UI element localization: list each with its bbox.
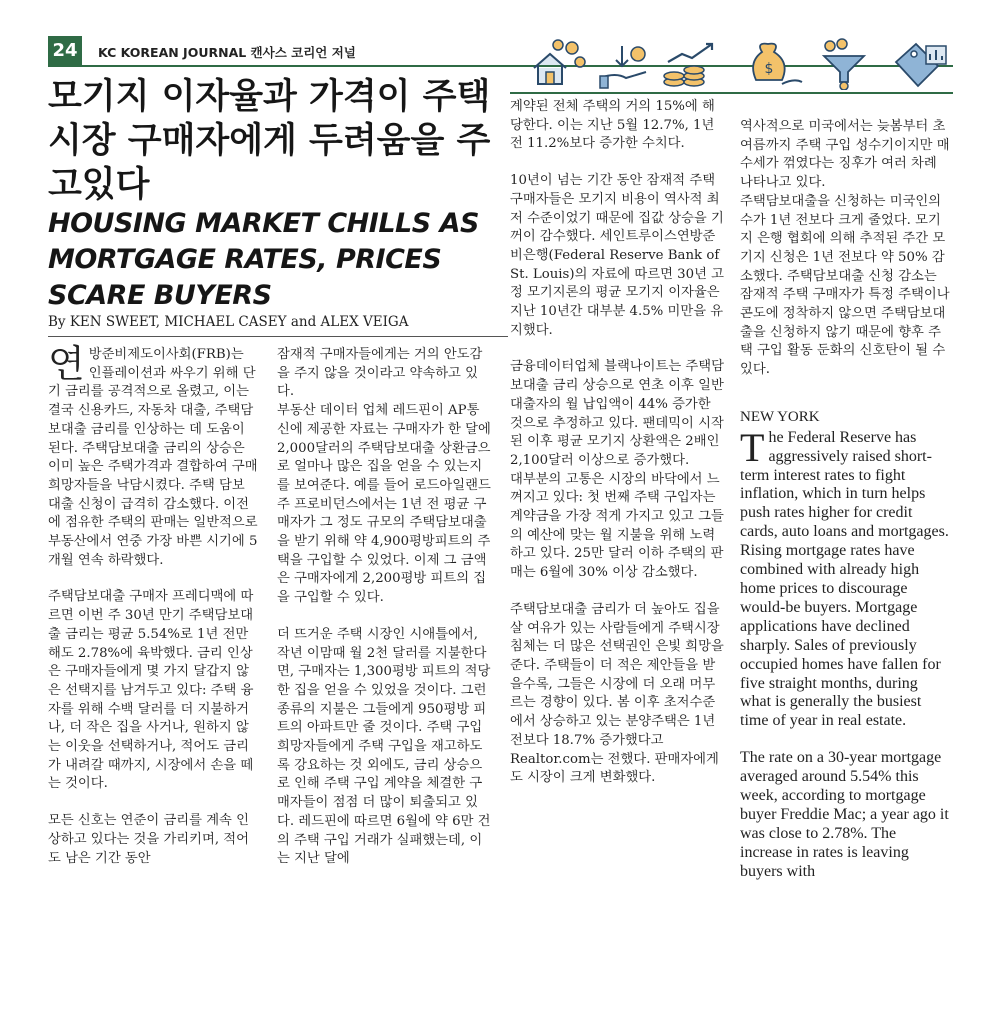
drop-cap: 연 bbox=[48, 342, 85, 386]
column-4 bbox=[740, 118, 952, 900]
paragraph: 주택담보대출을 신청하는 미국인의 수가 1년 전보다 크게 줄었다. 모기지 은행 협회에 의해 추적된 주간 모기지 신청은 1년 전보다 약 50% 감소했다. 주택담보대출 신청 감소는 잠재적 주택 구매자가 특정 주택이나 콘도에 정착하지 않으면 주택담보대출을 신청하지 않기 때문에 향후 주택 구입 활동 둔화의 신호탄이 될 수 있다. bbox=[740, 193, 950, 378]
svg-text:$: $ bbox=[764, 61, 774, 77]
column-3 bbox=[510, 98, 725, 806]
byline: By KEN SWEET, MICHAEL CASEY and ALEX VEIGA bbox=[48, 314, 409, 330]
paragraph bbox=[740, 424, 952, 732]
hand-money-bag-icon bbox=[742, 38, 806, 90]
paragraph: 주택담보대출 금리가 더 높아도 집을 살 여유가 있는 사람들에게 주택시장 침체는 더 많은 선택권인 은빛 희망을 준다. 주택들이 더 적은 제안들을 받을수록, 그들은 시장에 더 오래 머무르는 경향이 있다. 봄 이후 초저수준에서 상승하고 있는 분양주택은 1년 전보다 18.7% 증가했다고 Realtor.com는 전했다. 판매자에게도 시장이 크게 변화했다. bbox=[510, 601, 724, 786]
paragraph: 계약된 전체 주택의 거의 15%에 해당한다. 이는 지난 5월 12.7%, 1년 전 11.2%보다 증가한 수치다. bbox=[510, 99, 715, 152]
hand-coins-icon bbox=[596, 38, 654, 90]
dateline: NEW YORK bbox=[740, 408, 820, 425]
paragraph-text: 방준비제도이사회(FRB)는 인플레이션과 싸우기 위해 단기 금리를 공격적으로 올렸고, 이는 결국 신용카드, 자동차 대출, 주택담보대출 금리를 인상하는 데 도움이 된다. 주택담보대출 금리의 상승은 이미 높은 주택가격과 결합하여 구매 희망자들을 낙담시켰다. 주택 담보 대출 신청이 급격히 감소했다. 이전에 점유한 주택의 판매는 일반적으로 부동산에서 연중 가장 바쁜 시기에 5개월 연속 하락했다. bbox=[48, 347, 258, 568]
paragraph: 모든 신호는 연준이 금리를 계속 인상하고 있다는 것을 가리키며, 적어도 남은 기간 동안 bbox=[48, 813, 249, 866]
shopping-tag-icon bbox=[890, 38, 954, 90]
english-article bbox=[740, 408, 952, 882]
paragraph: 부동산 데이터 업체 레드핀이 AP통신에 제공한 자료는 구매자가 한 달에 2,000달러의 주택담보대출 상환금으로 얼마나 많은 집을 얻을 수 있는지를 보여준다. 예를 들어 로드아일랜드주 프로비던스에서는 1년 전 평균 구매자가 그 정도 규모의 주택담보대출을 받기 위해 약 4,900평방피트의 주택을 구입할 수 있었다. 이제 그 금액은 구매자에게 2,200평방 피트의 집을 구입할 수 있다. bbox=[277, 403, 491, 606]
paragraph: 10년이 넘는 기간 동안 잠재적 주택 구매자들은 모기지 비용이 역사적 최저 수준이었기 때문에 집값 상승을 기꺼이 감수했다. 세인트루이스연방준비은행(Federal Reserve Bank of St. Louis)의 자료에 따르면 30년 고정 모기지론의 평균 모기지 이자율은 지난 10년간 대부분 4.5% 미만을 유지했다. bbox=[510, 173, 724, 338]
column-1 bbox=[48, 342, 258, 886]
paragraph bbox=[48, 342, 258, 570]
paragraph: 주택담보대출 구매자 프레디맥에 따르면 이번 주 30년 만기 주택담보대출 금리는 평균 5.54%로 1년 전만 해도 2.78%에 육박했다. 금리 인상은 구매자들에게 몇 가지 달갑지 않은 선택지를 남겨두고 있다: 주택 융자를 위해 수백 달러를 더 지불하거나, 더 작은 집을 사거나, 원하지 않는 이웃을 선택하거나, 적어도 금리가 내려갈 때까지, 시장에서 손을 떼는 것이다. bbox=[48, 589, 254, 792]
byline-rule bbox=[48, 336, 508, 337]
funnel-coins-icon bbox=[818, 38, 880, 90]
paragraph: 역사적으로 미국에서는 늦봄부터 초여름까지 주택 구입 성수기이지만 매수세가 꺾였다는 징후가 여러 차례 나타나고 있다. bbox=[740, 119, 950, 191]
page-number: 24 bbox=[48, 36, 82, 66]
column-2 bbox=[277, 346, 492, 887]
paragraph: 금융데이터업체 블랙나이트는 주택담보대출 금리 상승으로 연초 이후 일반 대출자의 월 납입액이 44% 증가한 것으로 추정하고 있다. 팬데믹이 시작된 이후 평균 모기지 상환액은 2배인 2,100달러 이상으로 증가했다. bbox=[510, 359, 724, 468]
paragraph: 대부분의 고통은 시장의 바닥에서 느껴지고 있다: 첫 번째 주택 구입자는 계약금을 가장 적게 가지고 있고 그들의 예산에 맞는 월 지불을 위해 노력하고 있다. 25만 달러 이하 주택의 판매는 6월에 30% 이상 감소했다. bbox=[510, 471, 724, 581]
headline-english: HOUSING MARKET CHILLS AS MORTGAGE RATES, PRICES SCARE BUYERS bbox=[48, 208, 479, 311]
paragraph: The rate on a 30-year mortgage averaged around 5.54% this week, according to mortgage buyer Freddie Mac; a year ago it was close to 2.78%. The increase in rates is leaving buyers with bbox=[740, 749, 949, 880]
house-money-icon bbox=[528, 38, 590, 90]
chart-up-coins-icon bbox=[660, 38, 724, 90]
paragraph: 더 뜨거운 주택 시장인 시애틀에서, 작년 이맘때 월 2천 달러를 지불한다면, 구매자는 1,300평방 피트의 적당한 집을 얻을 수 있었을 것이다. 그런 종류의 지불은 그들에게 950평방 피트의 아파트만 줄 것이다. 주택 구입 희망자들에게 주택 구입을 재고하도록 강요하는 것 외에도, 금리 상승으로 인해 주택 구입 계약을 체결한 구매자들이 점점 더 많이 퇴출되고 있다. 레드핀에 따르면 6월에 약 6만 건의 주택 구입 거래가 실패했는데, 이는 지난 달에 bbox=[277, 626, 491, 867]
journal-name: KC KOREAN JOURNAL 캔사스 코리언 저널 bbox=[98, 45, 356, 60]
headline-korean: 모기지 이자율과 가격이 주택시장 구매자에게 두려움을 주고있다 bbox=[48, 77, 491, 205]
icon-strip bbox=[528, 38, 968, 94]
paragraph-text: he Federal Reserve has aggressively raised short-term interest rates to fight inflation, which in turn helps push rates higher for credit cards, auto loans and mortgages. Rising mortgage rates have combined with already high home prices to discourage would-be buyers. Mortgage applications have declined sharply. Sales of previously occupied homes have fallen for five straight months, during what is generally the busiest time of year in real estate. bbox=[740, 428, 949, 730]
paragraph: 잠재적 구매자들에게는 거의 안도감을 주지 않을 것이라고 약속하고 있다. bbox=[277, 347, 483, 400]
drop-cap: T bbox=[740, 424, 765, 470]
icon-rule bbox=[510, 92, 953, 94]
